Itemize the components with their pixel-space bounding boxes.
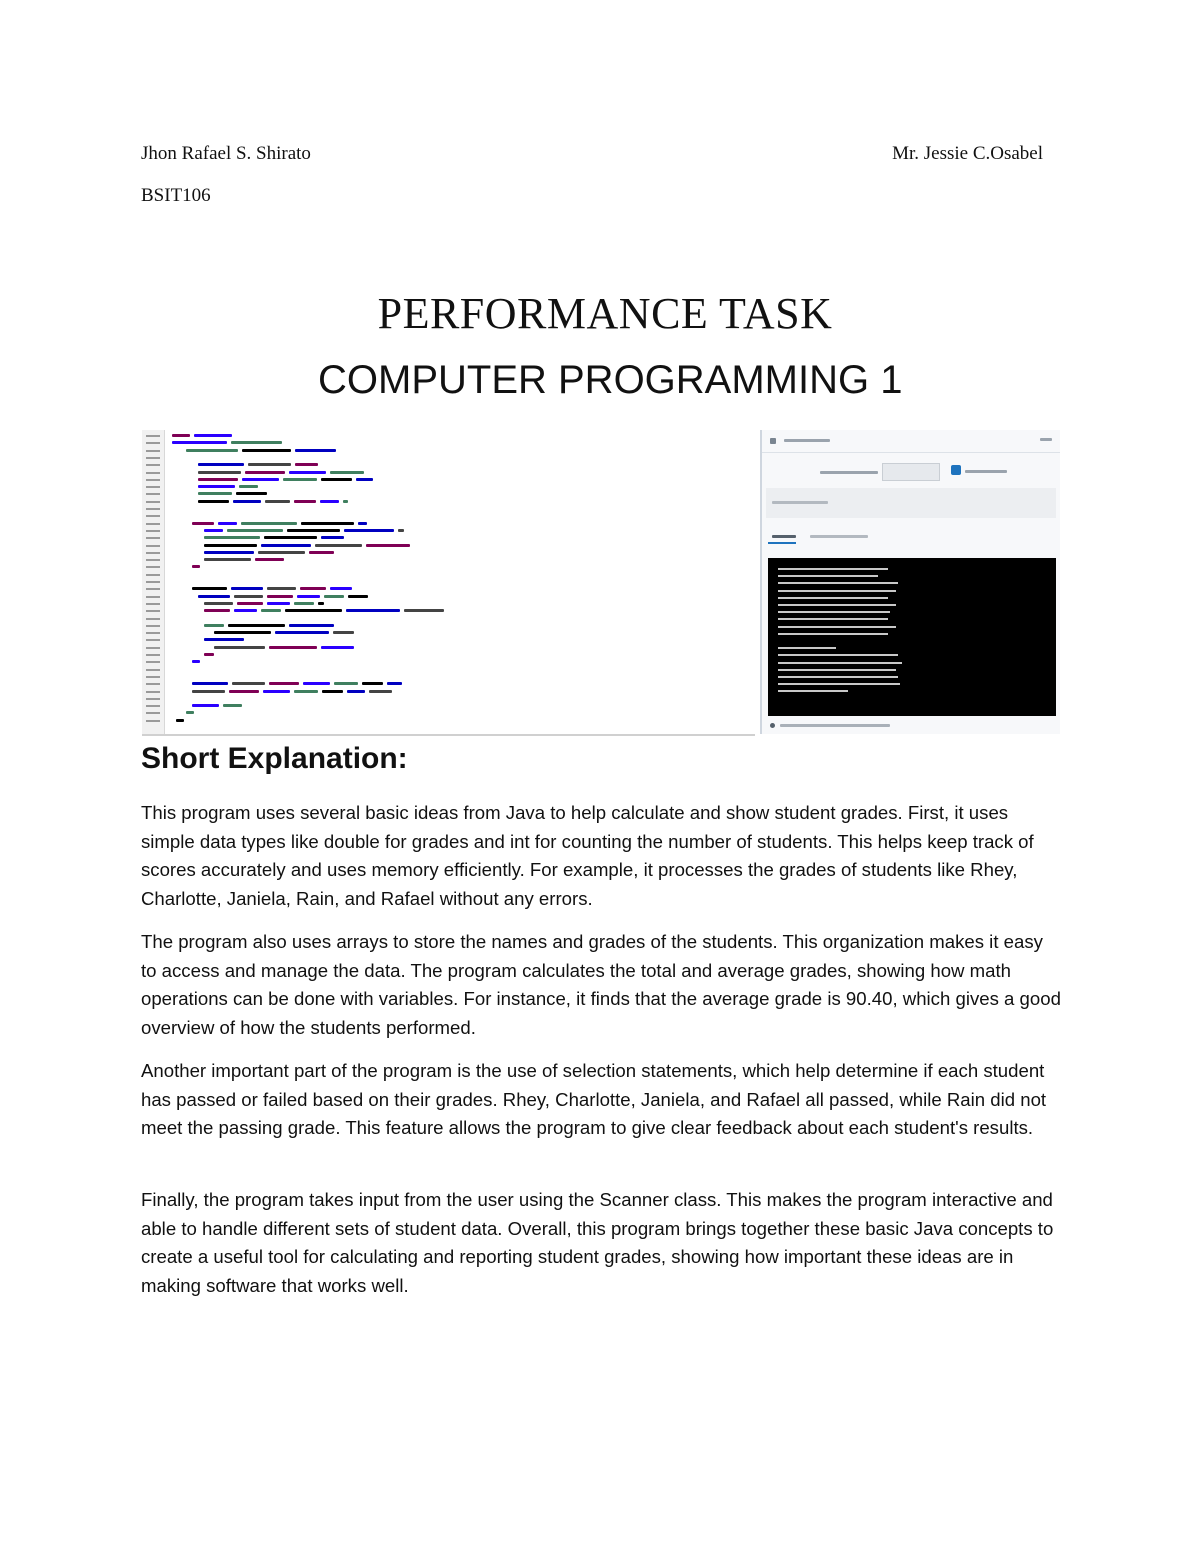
code-token: [267, 595, 293, 598]
code-token: [269, 682, 299, 685]
paragraph-4: Finally, the program takes input from the user using the Scanner class. This makes the program interactive and able to handle different sets of student data. Overall, this program brings together these basic Java concepts to create a useful tool for calculating and reporting student grades, showing how important these ideas are in making software that works well.: [141, 1189, 1054, 1296]
code-token: [192, 522, 214, 525]
code-token: [194, 434, 232, 437]
compiler-version-select: [882, 463, 940, 481]
code-token: [301, 522, 354, 525]
code-token: [192, 587, 227, 590]
cmd-arguments-box: [766, 488, 1056, 518]
code-token: [265, 500, 290, 503]
code-token: [287, 529, 340, 532]
code-token: [204, 653, 214, 656]
paragraph-1: This program uses several basic ideas from Java to help calculate and show student grades. First, it uses simple data types like double for grades and int for counting the number of students. This helps keep track of scores accurately and uses memory efficiently. For example, it processes the grades of students like Rhey, Charlotte, Janiela, Rain, and Rafael without any errors.: [141, 802, 1034, 909]
code-token: [275, 631, 329, 634]
window-controls: [1040, 438, 1052, 441]
code-token: [234, 609, 257, 612]
code-token: [289, 471, 326, 474]
code-token: [204, 544, 257, 547]
code-token: [204, 609, 230, 612]
output-tab: [772, 535, 796, 538]
code-editor-screenshot: [142, 430, 755, 736]
terminal-line: [778, 683, 900, 685]
code-line-number: [146, 537, 160, 539]
compiler-version-label: [820, 471, 878, 474]
code-token: [322, 690, 343, 693]
code-token: [214, 646, 265, 649]
code-line-number: [146, 610, 160, 612]
code-line-number: [146, 654, 160, 656]
code-line-number: [146, 442, 160, 444]
code-line-number: [146, 661, 160, 663]
code-token: [198, 471, 241, 474]
terminal-line: [778, 597, 888, 599]
code-line-number: [146, 647, 160, 649]
code-token: [398, 529, 404, 532]
code-token: [245, 471, 285, 474]
section-heading: Short Explanation:: [141, 742, 408, 775]
code-line-number: [146, 632, 160, 634]
terminal-line: [778, 662, 902, 664]
code-token: [333, 631, 354, 634]
code-token: [233, 500, 261, 503]
code-token: [229, 690, 259, 693]
code-token: [258, 551, 305, 554]
terminal-line: [778, 575, 878, 577]
code-token: [186, 711, 194, 714]
code-token: [204, 638, 244, 641]
code-line-number: [146, 596, 160, 598]
code-token: [204, 558, 251, 561]
status-text: [780, 724, 890, 727]
interactive-label: [965, 470, 1007, 473]
interactive-checkbox: [951, 465, 961, 475]
paragraph-2: The program also uses arrays to store the names and grades of the students. This organization makes it easy to access and manage the data. The program calculates the total and average grades, showing how math operations can be done with variables. For instance, it finds that the average grade is 90.40, which gives a good overview of how the students performed.: [141, 931, 1061, 1038]
window-icon: [770, 438, 776, 444]
code-token: [387, 682, 402, 685]
code-token: [232, 682, 265, 685]
document-title: PERFORMANCE TASK: [377, 289, 833, 338]
code-line-number: [146, 523, 160, 525]
code-token: [321, 646, 354, 649]
code-token: [242, 478, 279, 481]
code-line-number: [146, 435, 160, 437]
code-token: [362, 682, 383, 685]
code-token: [255, 558, 284, 561]
code-line-number: [146, 618, 160, 620]
code-token: [347, 690, 365, 693]
code-line-number: [146, 464, 160, 466]
terminal-line: [778, 568, 888, 570]
code-token: [309, 551, 334, 554]
code-token: [198, 492, 232, 495]
code-line-number: [146, 676, 160, 678]
code-token: [318, 602, 324, 605]
code-token: [241, 522, 297, 525]
code-line-number: [146, 552, 160, 554]
code-token: [358, 522, 367, 525]
code-line-number: [146, 712, 160, 714]
terminal-line: [778, 633, 888, 635]
code-token: [204, 551, 254, 554]
code-line-number: [146, 566, 160, 568]
code-token: [264, 536, 317, 539]
terminal-line: [778, 647, 836, 649]
code-token: [285, 609, 342, 612]
code-line-number: [146, 698, 160, 700]
code-line-number: [146, 588, 160, 590]
code-line-number: [146, 501, 160, 503]
code-token: [343, 500, 348, 503]
window-title-text: [784, 439, 830, 442]
code-token: [231, 441, 282, 444]
terminal-line: [778, 618, 888, 620]
code-token: [289, 624, 334, 627]
terminal-line: [778, 582, 898, 584]
document-subtitle: COMPUTER PROGRAMMING 1: [318, 358, 903, 402]
code-token: [204, 602, 233, 605]
code-line-number: [146, 457, 160, 459]
code-token: [267, 602, 290, 605]
terminal-line: [778, 690, 848, 692]
code-token: [204, 529, 223, 532]
code-line-number: [146, 720, 160, 722]
terminal-line: [778, 626, 896, 628]
code-token: [404, 609, 444, 612]
code-token: [204, 624, 224, 627]
code-line-number: [146, 625, 160, 627]
code-line-number: [146, 574, 160, 576]
code-line-number: [146, 691, 160, 693]
code-token: [218, 522, 237, 525]
code-token: [263, 690, 290, 693]
code-token: [228, 624, 285, 627]
code-token: [223, 704, 242, 707]
section-label: BSIT106: [141, 185, 211, 206]
console-output-screenshot: [760, 430, 1060, 734]
code-token: [295, 463, 318, 466]
code-token: [321, 536, 344, 539]
code-token: [214, 631, 271, 634]
code-token: [192, 690, 225, 693]
code-token: [227, 529, 283, 532]
code-token: [248, 463, 291, 466]
code-line-number: [146, 603, 160, 605]
code-token: [234, 595, 263, 598]
code-token: [321, 478, 352, 481]
code-token: [192, 660, 200, 663]
code-token: [204, 536, 260, 539]
code-line-number: [146, 515, 160, 517]
terminal-line: [778, 611, 890, 613]
code-token: [324, 595, 344, 598]
code-token: [366, 544, 410, 547]
code-token: [176, 719, 184, 722]
terminal-line: [778, 604, 896, 606]
code-line-number: [146, 581, 160, 583]
code-token: [294, 690, 318, 693]
code-token: [320, 500, 339, 503]
instructor-name: Mr. Jessie C.Osabel: [892, 143, 1043, 164]
code-token: [315, 544, 362, 547]
code-token: [237, 602, 263, 605]
code-token: [297, 595, 320, 598]
code-token: [172, 434, 190, 437]
code-token: [198, 485, 235, 488]
code-token: [198, 463, 244, 466]
code-token: [192, 565, 200, 568]
code-line-number: [146, 545, 160, 547]
code-token: [300, 587, 326, 590]
code-token: [294, 602, 314, 605]
code-token: [295, 449, 336, 452]
code-token: [261, 544, 311, 547]
terminal-line: [778, 654, 898, 656]
code-token: [346, 609, 400, 612]
code-token: [172, 441, 227, 444]
code-token: [348, 595, 368, 598]
code-line-number: [146, 472, 160, 474]
terminal-line: [778, 676, 898, 678]
code-token: [267, 587, 296, 590]
code-token: [242, 449, 291, 452]
code-token: [294, 500, 316, 503]
code-token: [198, 595, 230, 598]
code-token: [269, 646, 317, 649]
code-token: [198, 478, 238, 481]
terminal-line: [778, 590, 896, 592]
code-token: [192, 704, 219, 707]
code-line-number: [146, 669, 160, 671]
code-line-number: [146, 559, 160, 561]
code-token: [283, 478, 317, 481]
code-token: [186, 449, 238, 452]
code-line-number: [146, 479, 160, 481]
terminal-output: [768, 558, 1056, 716]
code-token: [356, 478, 373, 481]
code-token: [334, 682, 358, 685]
code-token: [198, 500, 229, 503]
student-name: Jhon Rafael S. Shirato: [141, 143, 311, 164]
code-line-number: [146, 705, 160, 707]
code-token: [344, 529, 394, 532]
generated-files-tab: [810, 535, 868, 538]
code-token: [236, 492, 267, 495]
code-token: [192, 682, 228, 685]
code-token: [330, 587, 352, 590]
code-token: [369, 690, 392, 693]
code-line-number: [146, 683, 160, 685]
code-token: [239, 485, 258, 488]
code-line-number: [146, 450, 160, 452]
code-token: [303, 682, 330, 685]
terminal-line: [778, 669, 896, 671]
status-icon: [770, 723, 775, 728]
code-token: [231, 587, 263, 590]
code-line-number: [146, 486, 160, 488]
code-line-number: [146, 639, 160, 641]
paragraph-3: Another important part of the program is the use of selection statements, which help determine if each student has passed or failed based on their grades. Rhey, Charlotte, Janiela, and Rafael all passed, while Rain did not meet the passing grade. This feature allows the program to give clear feedback about each student's results.: [141, 1060, 1047, 1139]
code-line-number: [146, 530, 160, 532]
code-line-number: [146, 508, 160, 510]
code-token: [330, 471, 364, 474]
code-line-number: [146, 493, 160, 495]
code-token: [261, 609, 281, 612]
